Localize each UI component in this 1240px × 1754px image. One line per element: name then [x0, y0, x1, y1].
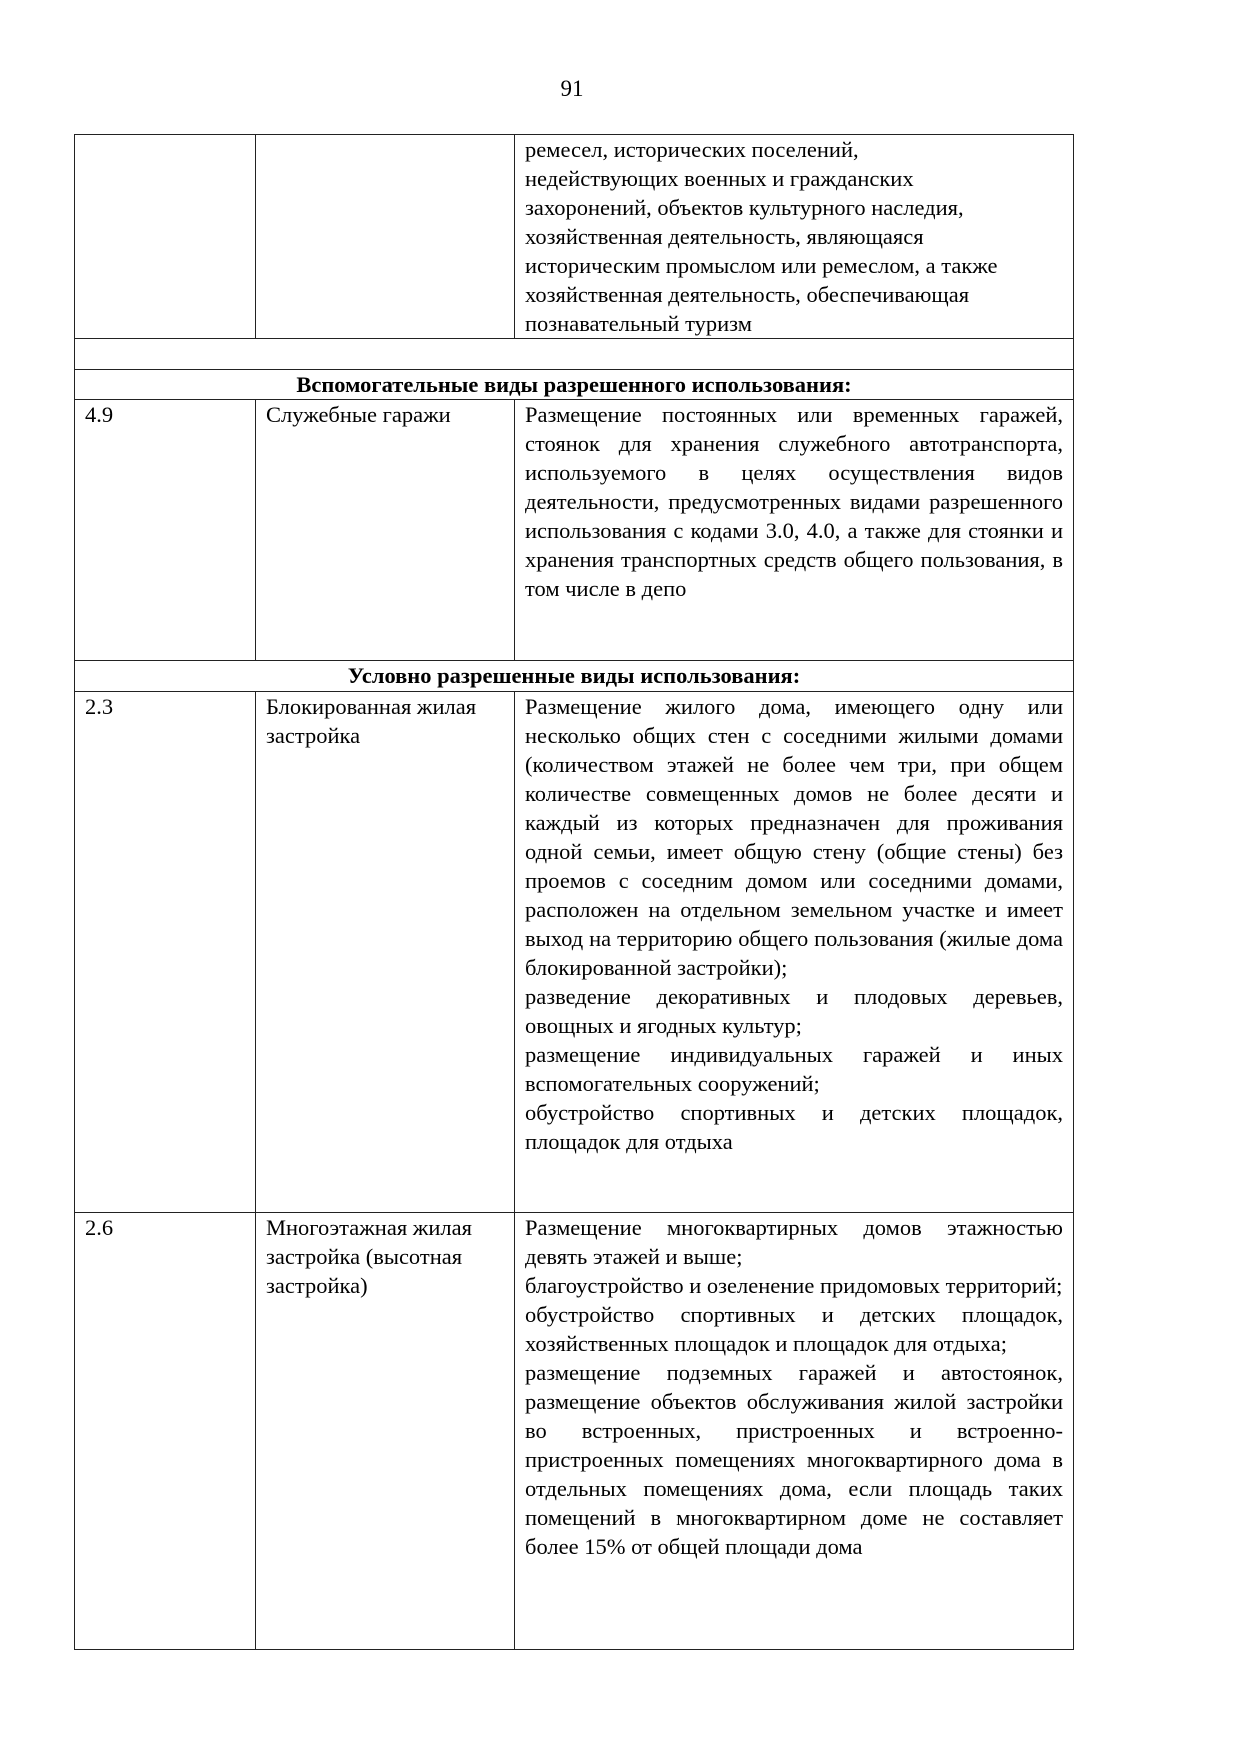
name-cell: Служебные гаражи [256, 400, 515, 661]
empty-row [75, 339, 1074, 370]
description-paragraph: обустройство спортивных и детских площадок, площадок для отдыха [525, 1100, 1063, 1154]
name-cell [256, 135, 515, 339]
description-cell [515, 692, 1074, 1213]
section-header-auxiliary: Вспомогательные виды разрешенного использования: [75, 370, 1074, 400]
text-line: недействующих военных и гражданских [525, 166, 914, 191]
code-cell: 2.3 [75, 692, 256, 1213]
text-line: захоронений, объектов культурного наследия, [525, 195, 964, 220]
text-line: хозяйственная деятельность, обеспечивающая [525, 282, 970, 307]
text-line: историческим промыслом или ремеслом, а также [525, 253, 998, 278]
description-text: Размещение постоянных или временных гаражей, стоянок для хранения служебного автотранспорта, используемого в целях осуществления видов деятельности, предусмотренных видами разрешенного использования с кодами 3.0, 4.0, а также для стоянки и хранения транспортных средств общего пользования, в том числе в депо [525, 402, 1063, 601]
description-paragraph: обустройство спортивных и детских площадок, хозяйственных площадок и площадок для отдыха; [525, 1302, 1063, 1356]
code-cell: 2.6 [75, 1213, 256, 1650]
table-row [75, 135, 1074, 339]
table-row [75, 400, 1074, 661]
table-row [75, 1213, 1074, 1650]
description-paragraph: разведение декоративных и плодовых деревьев, овощных и ягодных культур; [525, 984, 1063, 1038]
page-number: 91 [560, 76, 584, 101]
description-paragraph: размещение подземных гаражей и автостоянок, размещение объектов обслуживания жилой застройки во встроенных, пристроенных и встроенно-пристроенных помещениях многоквартирного дома в отдельных помещениях дома, если площадь таких помещений в многоквартирном доме не составляет более 15% от общей площади дома [525, 1360, 1063, 1559]
code-cell: 4.9 [75, 400, 256, 661]
section-header-row [75, 370, 1074, 400]
text-line: ремесел, исторических поселений, [525, 137, 859, 162]
description-cell [515, 135, 1074, 339]
section-header-conditional: Условно разрешенные виды использования: [75, 661, 1074, 692]
description-paragraph: Размещение жилого дома, имеющего одну или несколько общих стен с соседними жилыми домами (количеством этажей не более чем три, при общем количестве совмещенных домов не более десяти и каждый из которых предназначен для проживания одной семьи, имеет общую стену (общие стены) без проемов с соседним домом или соседними домами, расположен на отдельном земельном участке и имеет выход на территорию общего пользования (жилые дома блокированной застройки); [525, 694, 1063, 980]
description-cell [515, 400, 1074, 661]
land-use-table [74, 134, 1074, 1650]
name-cell: Блокированная жилая застройка [256, 692, 515, 1213]
text-line: познавательный туризм [525, 311, 752, 336]
description-paragraph: благоустройство и озеленение придомовых территорий; [525, 1273, 1063, 1298]
description-paragraph: размещение индивидуальных гаражей и иных вспомогательных сооружений; [525, 1042, 1063, 1096]
text-line: хозяйственная деятельность, являющаяся [525, 224, 924, 249]
description-paragraph: Размещение многоквартирных домов этажностью девять этажей и выше; [525, 1215, 1063, 1269]
description-cell [515, 1213, 1074, 1650]
section-header-row [75, 661, 1074, 692]
table-row [75, 692, 1074, 1213]
code-cell [75, 135, 256, 339]
name-cell: Многоэтажная жилая застройка (высотная застройка) [256, 1213, 515, 1650]
